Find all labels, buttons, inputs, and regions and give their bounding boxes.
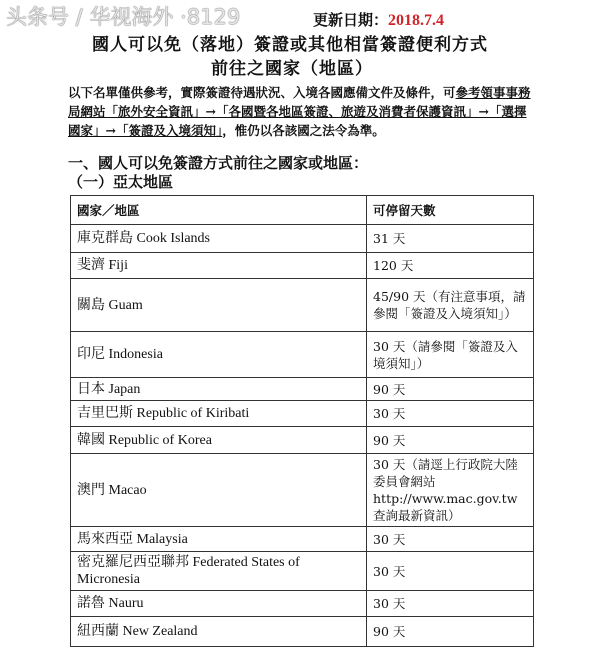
days-cell: 120 天 xyxy=(367,253,534,279)
update-date: 2018.7.4 xyxy=(388,12,444,29)
days-cell: 30 天（請參閱「簽證及入境須知」） xyxy=(367,332,534,378)
days-cell: 90 天 xyxy=(367,617,534,647)
table-header-row xyxy=(71,196,534,225)
country-cell: 馬來西亞 Malaysia xyxy=(71,527,367,552)
table-row xyxy=(71,332,534,378)
days-cell: 90 天 xyxy=(367,427,534,454)
table-row xyxy=(71,279,534,332)
country-cell: 韓國 Republic of Korea xyxy=(71,427,367,454)
table-row xyxy=(71,591,534,617)
days-cell: 31 天 xyxy=(367,225,534,253)
days-cell: 30 天 xyxy=(367,552,534,591)
country-cell: 斐濟 Fiji xyxy=(71,253,367,279)
table-row xyxy=(71,225,534,253)
table-row xyxy=(71,527,534,552)
days-cell: 30 天 xyxy=(367,591,534,617)
intro-text: 以下名單僅供參考，實際簽證待遇狀況、入境各國應備文件及條件，可 xyxy=(68,85,456,100)
table-row xyxy=(71,253,534,279)
header-days: 可停留天數 xyxy=(367,196,534,225)
country-cell: 諾魯 Nauru xyxy=(71,591,367,617)
country-cell: 印尼 Indonesia xyxy=(71,332,367,378)
country-cell: 紐西蘭 New Zealand xyxy=(71,617,367,647)
days-cell: 30 天 xyxy=(367,401,534,427)
table-row xyxy=(71,427,534,454)
country-cell: 吉里巴斯 Republic of Kiribati xyxy=(71,401,367,427)
table-row xyxy=(71,378,534,401)
days-cell: 30 天（請逕上行政院大陸委員會網站 http://www.mac.gov.tw 查詢最新資訊） xyxy=(367,454,534,527)
table-row xyxy=(71,552,534,591)
section-heading: 一、國人可以免簽證方式前往之國家或地區： xyxy=(68,154,369,172)
days-cell: 30 天 xyxy=(367,527,534,552)
intro-link[interactable]: 參考領事事務局網站「旅外安全資訊」→「各國暨各地區簽證、旅遊及消費者保護資訊」→「選擇國家」→「簽證及入境須知」 xyxy=(68,85,531,138)
update-date-line xyxy=(313,10,444,31)
watermark: 头条号 / 华视海外 ·8129 xyxy=(6,5,241,29)
update-label: 更新日期： xyxy=(312,11,388,29)
page-title: 國人可以免（落地）簽證或其他相當簽證便利方式 xyxy=(92,35,488,55)
days-cell: 90 天 xyxy=(367,378,534,401)
table-row xyxy=(71,617,534,647)
country-cell: 密克羅尼西亞聯邦 Federated States of Micronesia xyxy=(71,552,367,591)
country-table xyxy=(70,195,534,647)
intro-text-end: ，惟仍以各該國之法令為準。 xyxy=(222,123,385,138)
table-row xyxy=(71,401,534,427)
days-cell: 45/90 天（有注意事項，請參閱「簽證及入境須知」） xyxy=(367,279,534,332)
country-cell: 日本 Japan xyxy=(71,378,367,401)
country-cell: 庫克群島 Cook Islands xyxy=(71,225,367,253)
country-cell: 關島 Guam xyxy=(71,279,367,332)
table-row xyxy=(71,454,534,527)
intro-paragraph xyxy=(68,83,538,140)
page-subtitle: 前往之國家（地區） xyxy=(211,59,373,79)
header-country: 國家／地區 xyxy=(71,196,367,225)
section-subheading: （一）亞太地區 xyxy=(68,173,174,191)
document-body xyxy=(68,83,538,647)
country-cell: 澳門 Macao xyxy=(71,454,367,527)
